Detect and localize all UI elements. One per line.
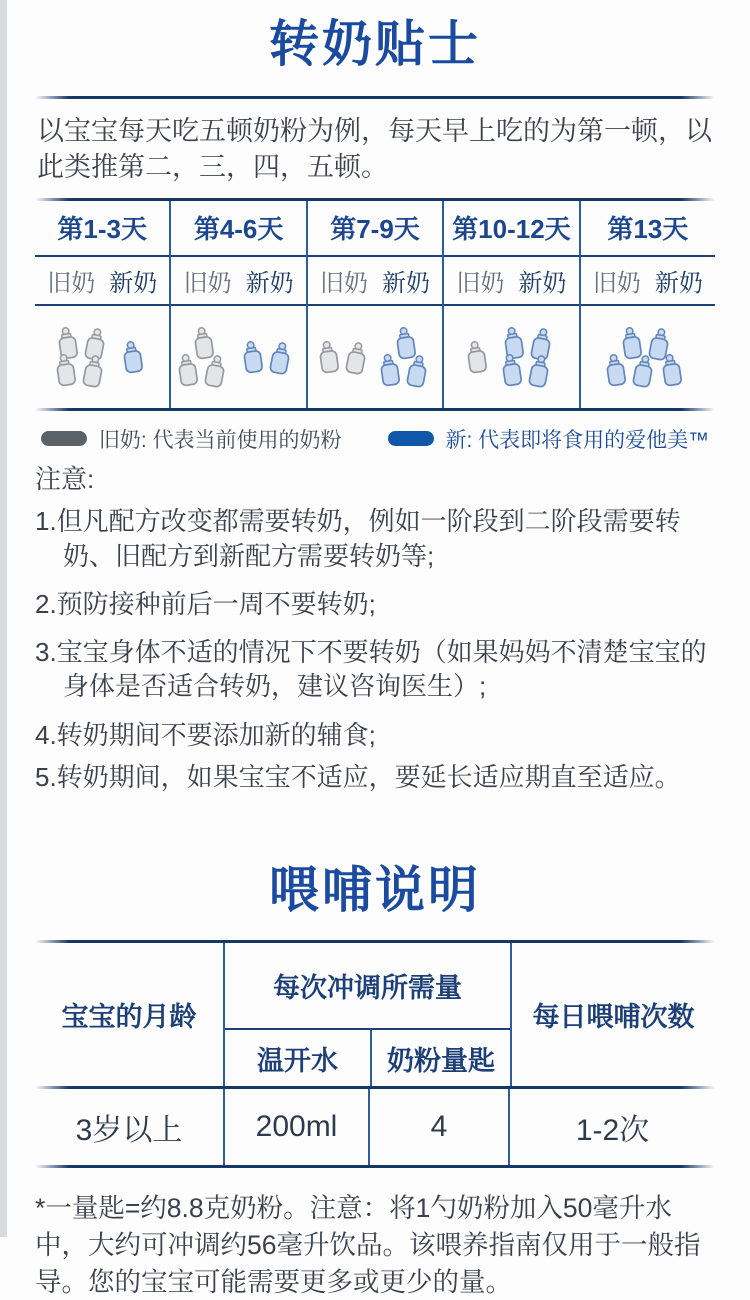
header-formula-scoops: 奶粉量匙 [370, 1028, 510, 1086]
section1-title: 转奶贴士 [269, 16, 481, 72]
notes-section [35, 462, 715, 795]
cell-age: 3岁以上 [35, 1089, 225, 1165]
new-bottles [241, 340, 297, 374]
day-range-header: 第13天 [581, 201, 715, 257]
header-amount-per-feed: 每次冲调所需量 [273, 973, 462, 1004]
day-range-header: 第10-12天 [444, 201, 578, 257]
day-column [35, 201, 171, 408]
feeding-table-row [35, 1089, 715, 1165]
note-item-1: 1.但凡配方改变都需要转奶，例如一阶段到二阶段需要转奶、旧配方到新配方需要转奶等; [35, 506, 681, 571]
milk-type-subheader [444, 257, 578, 306]
old-milk-bottle-icon [341, 339, 375, 378]
new-milk-label: 新奶 [382, 269, 431, 297]
milk-type-subheader [581, 257, 715, 306]
cell-scoops: 4 [370, 1089, 510, 1165]
legend [35, 424, 715, 454]
bottle-row [121, 340, 149, 374]
milk-type-subheader [308, 257, 442, 306]
cell-frequency: 1-2次 [575, 1114, 650, 1148]
bottle-cell [444, 306, 578, 408]
bottle-cell [308, 306, 442, 408]
bottle-cell [171, 306, 305, 408]
old-bottles [317, 340, 373, 374]
new-bottles [608, 326, 688, 387]
bottle-row [465, 340, 493, 374]
intro-paragraph: 以宝宝每天吃五顿奶粉为例，每天早上吃的为第一顿，以此类推第二，三，四，五顿。 [37, 116, 712, 183]
new-milk-bottle-icon [266, 339, 300, 378]
bottle-row [604, 353, 688, 387]
new-bottles [502, 326, 558, 387]
bottle-cell [581, 306, 715, 408]
note-item-5: 5.转奶期间，如果宝宝不适应，要延长适应期直至适应。 [35, 762, 681, 793]
notes-title: 注意: [35, 463, 95, 494]
old-milk-pill-icon [41, 431, 87, 446]
bottle-row [241, 340, 297, 374]
day-range-header: 第1-3天 [35, 201, 169, 257]
page-left-edge [0, 0, 7, 1237]
new-milk-bottle-icon [525, 353, 559, 392]
header-feeds-per-day: 每日喂哺次数 [510, 943, 715, 1086]
bottle-row [317, 340, 373, 374]
note-item-3: 3.宝宝身体不适的情况下不要转奶（如果妈妈不清楚宝宝的身体是否适合转奶，建议咨询医生）; [35, 637, 707, 702]
header-baby-age: 宝宝的月龄 [35, 943, 225, 1086]
note-item-4: 4.转奶期间不要添加新的辅食; [35, 719, 376, 750]
feeding-table-header [35, 943, 715, 1086]
new-milk-bottle-icon [118, 338, 150, 376]
note-item-2: 2.预防接种前后一周不要转奶; [35, 588, 376, 619]
old-bottles [180, 326, 232, 387]
legend-item-old [41, 424, 342, 454]
legend-item-new [388, 424, 710, 454]
day-table-bottom-border [35, 408, 715, 411]
new-milk-label: 新奶 [654, 269, 703, 297]
old-milk-bottle-icon [463, 338, 495, 376]
new-milk-bottle-icon [658, 352, 690, 390]
day-column [308, 201, 444, 408]
day-range-header: 第4-6天 [171, 201, 305, 257]
legend-new-text: 新: 代表即将食用的爱他美™ [445, 428, 710, 452]
old-bottles [465, 340, 493, 374]
new-milk-label: 新奶 [109, 269, 158, 297]
header-warm-water: 温开水 [225, 1028, 370, 1086]
day-column [171, 201, 307, 408]
section2-title: 喂哺说明 [269, 862, 481, 919]
legend-old-text: 旧奶: 代表当前使用的奶粉 [98, 428, 342, 452]
feeding-table [35, 940, 715, 1168]
bottle-cell [35, 306, 169, 408]
old-bottles [56, 326, 112, 387]
new-bottles [382, 326, 434, 387]
cell-water: 200ml [225, 1089, 370, 1165]
footnote: *一量匙=约8.8克奶粉。注意：将1勺奶粉加入50毫升水中，大约可冲调约56毫升饮品。该喂养指南仅用于一般指导。您的宝宝可能需要更多或更少的量。 [35, 1193, 701, 1297]
old-milk-bottle-icon [78, 353, 112, 392]
new-bottles [121, 340, 149, 374]
old-milk-label: 旧奶 [592, 269, 641, 297]
day-column [444, 201, 580, 408]
new-milk-label: 新奶 [245, 269, 294, 297]
new-milk-label: 新奶 [518, 269, 567, 297]
new-milk-bottle-icon [402, 353, 436, 392]
milk-type-subheader [35, 257, 169, 306]
old-milk-label: 旧奶 [320, 269, 369, 297]
feeding-table-bottom-border [35, 1165, 715, 1168]
day-column [581, 201, 715, 408]
new-milk-pill-icon [388, 431, 434, 446]
milk-transition-table [35, 201, 715, 408]
old-milk-label: 旧奶 [456, 269, 505, 297]
divider-line [35, 96, 715, 99]
old-milk-label: 旧奶 [47, 269, 96, 297]
day-range-header: 第7-9天 [308, 201, 442, 257]
old-milk-bottle-icon [201, 353, 235, 392]
milk-type-subheader [171, 257, 305, 306]
old-milk-label: 旧奶 [183, 269, 232, 297]
